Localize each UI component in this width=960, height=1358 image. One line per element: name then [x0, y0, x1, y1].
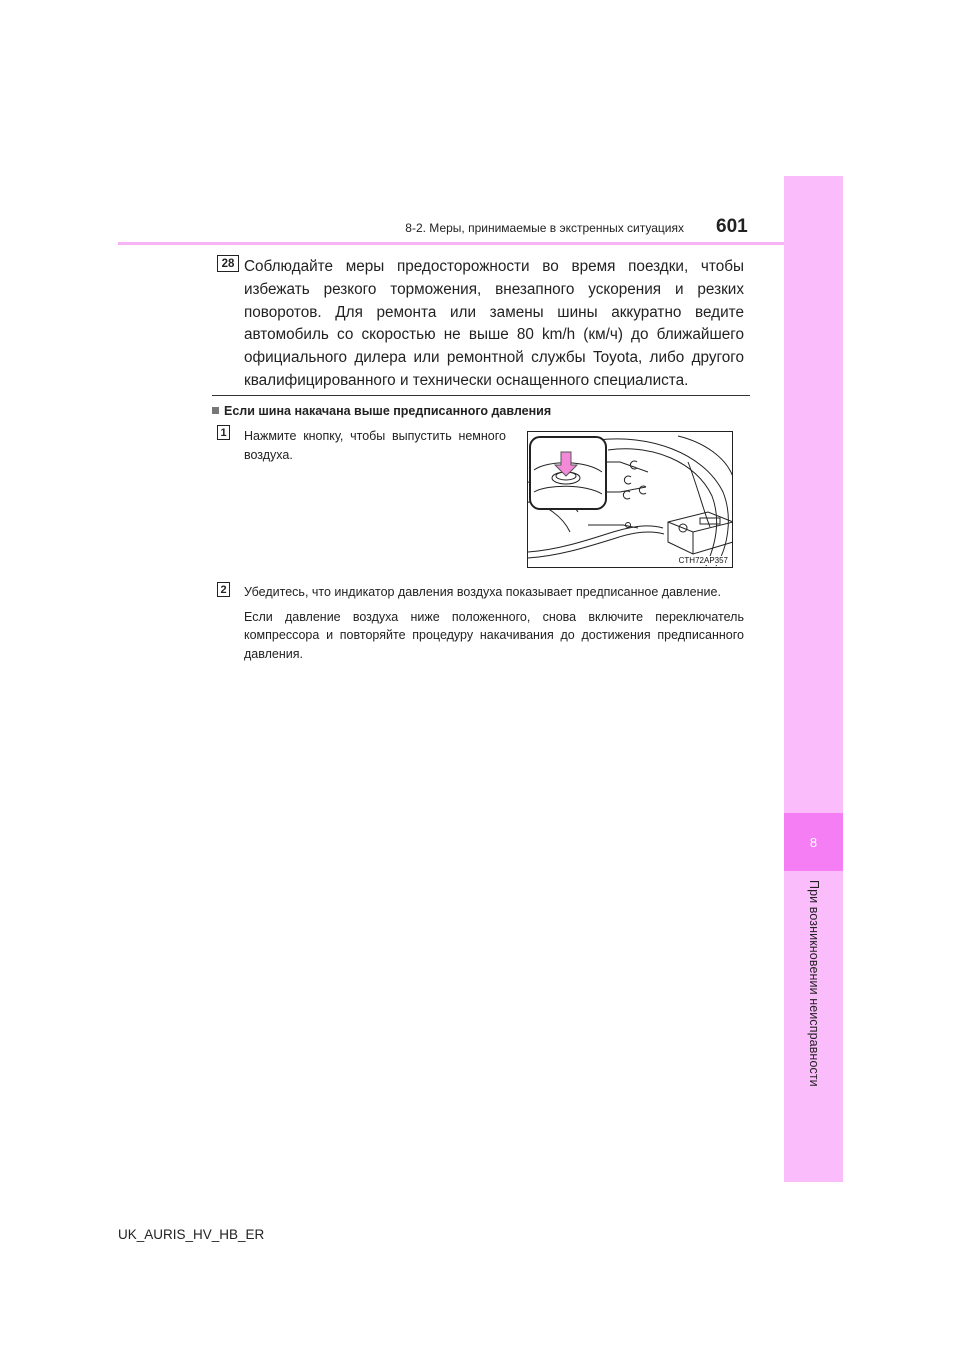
header-rule: [118, 242, 784, 245]
step-2-marker: 2: [217, 582, 230, 597]
step-1-text: Нажмите кнопку, чтобы выпустить немного воздуха.: [244, 429, 506, 462]
tire-compressor-illustration: [528, 432, 733, 568]
chapter-title: При возникновении неисправности: [807, 880, 821, 1087]
page-number: 601: [716, 216, 748, 237]
figure-code: CTH72AP357: [678, 556, 728, 565]
step-2-paragraph: Если давление воздуха ниже положенного, снова включите переключатель компрессора и повторяйте процедуру накачивания до достижения предписанного давления.: [244, 609, 744, 661]
section-title: 8-2. Меры, принимаемые в экстренных ситуациях: [405, 221, 684, 235]
note-text: Соблюдайте меры предосторожности во время поездки, чтобы избежать резкого торможения, внезапного ускорения и резких поворотов. Для ремонта или замены шины аккуратно ведите автомобиль со скоростью не выше 80 km/h (км/ч) до ближайшего официального дилера или ремонтной службы Toyota, либо другого квалифицированного и технически оснащенного специалиста.: [244, 258, 744, 389]
step-2-text: [244, 583, 744, 669]
chapter-number: 8: [784, 813, 843, 871]
compressor-figure: [527, 431, 733, 568]
section-heading: [212, 404, 551, 418]
note-marker: 28: [217, 255, 239, 272]
divider: [212, 395, 750, 396]
doc-code: UK_AURIS_HV_HB_ER: [118, 1227, 265, 1242]
step-2-paragraph: Убедитесь, что индикатор давления воздуха показывает предписанное давление.: [244, 585, 721, 599]
step-1-marker: 1: [217, 425, 230, 440]
section-heading-text: Если шина накачана выше предписанного давления: [224, 404, 552, 418]
square-bullet-icon: [212, 407, 219, 414]
